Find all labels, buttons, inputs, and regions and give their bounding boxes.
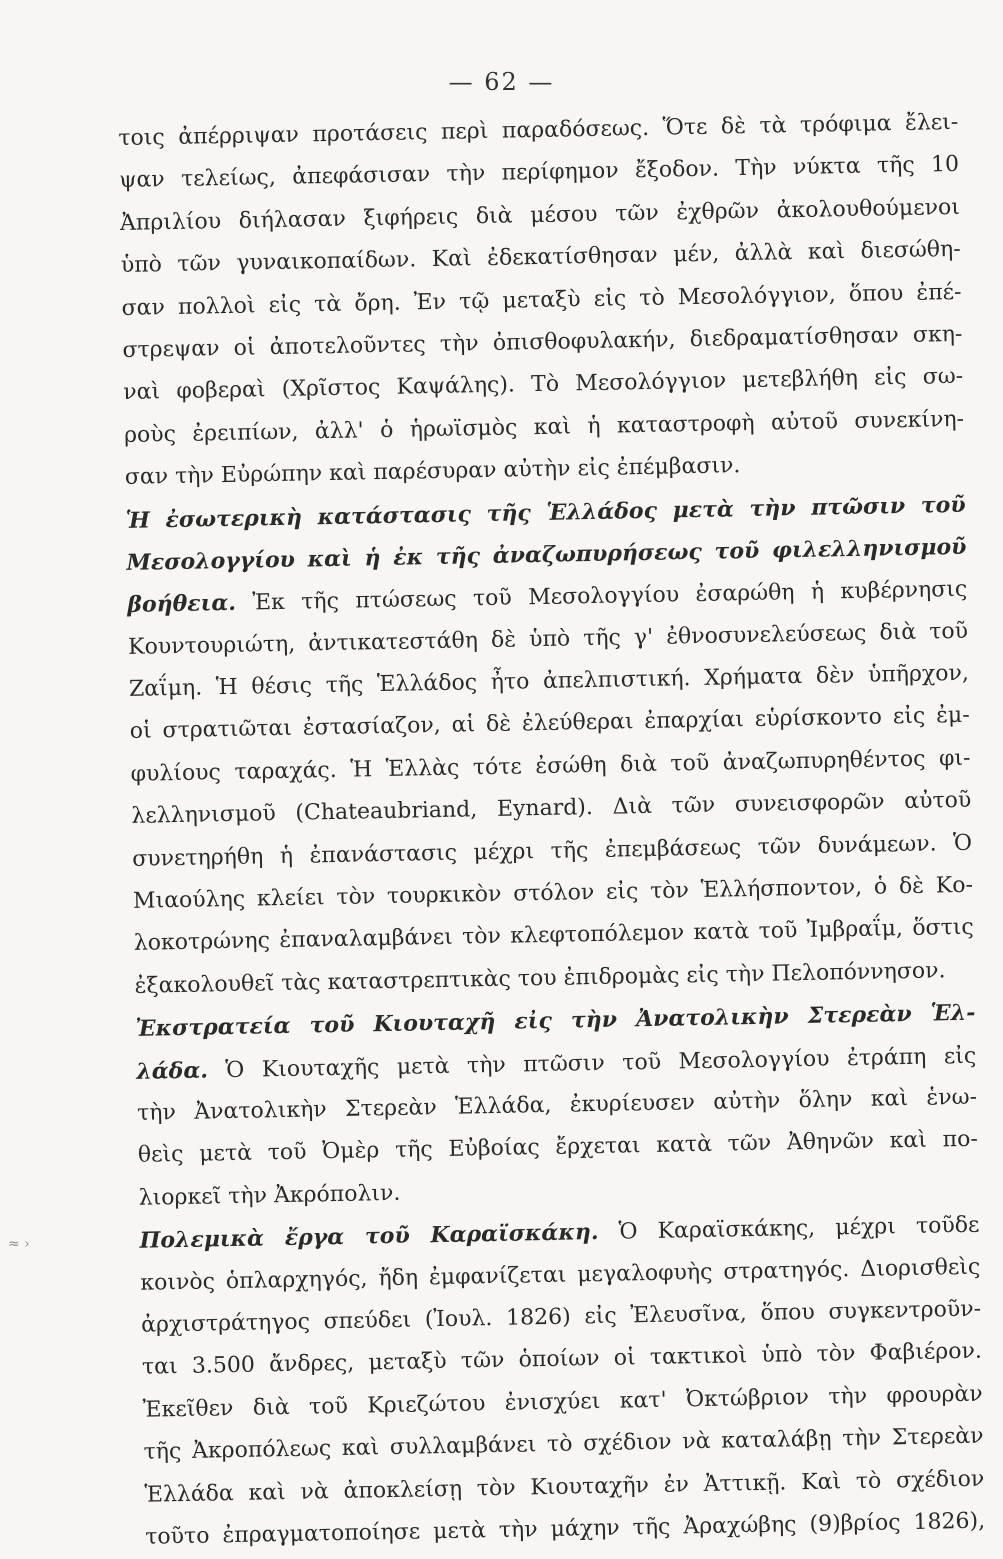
- line-text: τὴν Ἀνατολικὴν Στερεὰν Ἑλλάδα, ἐκυρίευσεν αὐτὴν ὅλην καὶ ἑνω-: [136, 1084, 978, 1126]
- line-text: τῆς Ἀκροπόλεως καὶ συλλαμβάνει τὸ σχέδιον νὰ καταλάβῃ τὴν Στερεὰν: [143, 1423, 984, 1465]
- line-text: Ἐκεῖθεν διὰ τοῦ Κριεζώτου ἐνισχύει κατ' Ὀκτώβριον τὴν φρουρὰν: [142, 1381, 983, 1423]
- line-text: Ὁ Κιουταχῆς μετὰ τὴν πτῶσιν τοῦ Μεσολογγίου ἐτράπη εἰς: [207, 1043, 977, 1084]
- line-text: κοινὸς ὁπλαρχηγός, ἤδη ἐμφανίζεται μεγαλοφυὴς στρατηγός. Διορισθεὶς: [140, 1254, 981, 1296]
- line-text: ψαν τελείως, ἀπεφάσισαν τὴν περίφημον ἔξοδον. Τὴν νύκτα τῆς 10: [118, 152, 960, 194]
- section-heading: Μεσολογγίου καὶ ἡ ἐκ τῆς ἀναζωπυρήσεως τοῦ φιλελληνισμοῦ: [126, 533, 967, 576]
- line-text: σαν τὴν Εὐρώπην καὶ παρέσυραν αὐτὴν εἰς ἐπέμβασιν.: [124, 453, 741, 491]
- line-text: Μιαούλης κλείει τὸν τουρκικὸν στόλον εἰς τὸν Ἑλλήσποντον, ὁ δὲ Κο-: [132, 872, 974, 914]
- section-heading: Πολεμικὰ ἔργα τοῦ Καραϊσκάκη.: [139, 1219, 599, 1254]
- line-text: Ἀπριλίου διήλασαν ξιφήρεις διὰ μέσου τῶν ἐχθρῶν ἀκολουθούμενοι: [119, 194, 961, 236]
- line-text: λελληνισμοῦ (Chateaubriand, Eynard). Διὰ τῶν συνεισφορῶν αὐτοῦ: [131, 787, 972, 830]
- line-text: λοκοτρώνης ἐπαναλαμβάνει τὸν κλεφτοπόλεμον κατὰ τοῦ Ἰμβραΐμ, ὅστις: [133, 915, 974, 957]
- line-text: ἀρχιστράτηγος σπεύδει (Ἰουλ. 1826) εἰς Ἐλευσῖνα, ὅπου συγκεντροῦν-: [140, 1296, 982, 1338]
- line-text: Ἑλλάδα καὶ νὰ ἀποκλείσῃ τὸν Κιουταχῆν ἐν Ἀττικῇ. Καὶ τὸ σχέδιον: [144, 1466, 985, 1508]
- line-text: Κουντουριώτη, ἀντικατεστάθη δὲ ὑπὸ τῆς γ' ἐθνοσυνελεύσεως διὰ τοῦ: [127, 618, 969, 660]
- page-number: — 62 —: [448, 68, 555, 96]
- line-text: λιορκεῖ τὴν Ἀκρόπολιν.: [138, 1180, 401, 1211]
- line-text: ναὶ φοβεραὶ (Χρῖστος Καψάλης). Τὸ Μεσολόγγιον μετεβλήθη εἰς σω-: [123, 364, 964, 406]
- line-text: σαν πολλοὶ εἰς τὰ ὄρη. Ἐν τῷ μεταξὺ εἰς τὸ Μεσολόγγιον, ὅπου ἐπέ-: [121, 279, 962, 321]
- section-heading: Ἐκστρατεία τοῦ Κιουταχῆ εἰς τὴν Ἀνατολικὴν Στερεὰν Ἑλ-: [135, 999, 976, 1043]
- line-text: τοῦτο ἐπραγματοποίησε μετὰ τὴν μάχην τῆς Ἀραχώβης (9)βρίος 1826),: [145, 1508, 986, 1550]
- margin-mark: ≈ ›: [8, 1236, 30, 1252]
- line-text: ὑπὸ τῶν γυναικοπαίδων. Καὶ ἐδεκατίσθησαν μέν, ἀλλὰ καὶ διεσώθη-: [120, 237, 961, 279]
- line-text: ροὺς ἐρειπίων, ἀλλ' ὁ ἡρωϊσμὸς καὶ ἡ καταστροφὴ αὐτοῦ συνεκίνη-: [123, 406, 965, 448]
- line-text: ἐξακολουθεῖ τὰς καταστρεπτικὰς του ἐπιδρομὰς εἰς τὴν Πελοπόννησον.: [134, 958, 946, 999]
- line-text: ται 3.500 ἄνδρες, μεταξὺ τῶν ὁποίων οἱ τακτικοὶ ὑπὸ τὸν Φαβιέρον.: [141, 1338, 983, 1381]
- line-text: Ζαΐμη. Ἡ θέσις τῆς Ἑλλάδος ἦτο ἀπελπιστική. Χρήματα δὲν ὑπῆρχον,: [128, 660, 970, 702]
- line-text: τοις ἀπέρριψαν προτάσεις περὶ παραδόσεως. Ὅτε δὲ τὰ τρόφιμα ἔλει-: [118, 109, 959, 151]
- line-text: φυλίους ταραχάς. Ἡ Ἑλλὰς τότε ἐσώθη διὰ τοῦ ἀναζωπυρηθέντος φι-: [130, 745, 971, 787]
- line-text: Ὁ Καραϊσκάκης, μέχρι τοῦδε: [598, 1212, 980, 1246]
- section-heading: βοήθεια.: [127, 590, 237, 619]
- line-text: οἱ στρατιῶται ἐστασίαζον, αἱ δὲ ἐλεύθεραι ἐπαρχίαι εὑρίσκοντο εἰς ἐμ-: [129, 703, 970, 745]
- line-text: συνετηρήθη ἡ ἐπανάστασις μέχρι τῆς ἐπεμβάσεως τῶν δυνάμεων. Ὁ: [131, 830, 973, 872]
- line-text: στρεψαν οἱ ἀποτελοῦντες τὴν ὀπισθοφυλακήν, διεδραματίσθησαν σκη-: [122, 321, 963, 363]
- line-text: Ἐκ τῆς πτώσεως τοῦ Μεσολογγίου ἐσαρώθη ἡ κυβέρνησις: [235, 577, 968, 617]
- section-heading: λάδα.: [136, 1057, 209, 1085]
- section-heading: Ἡ ἐσωτερικὴ κατάστασις τῆς Ἑλλάδος μετὰ τὴν πτῶσιν τοῦ: [125, 491, 966, 534]
- line-text: θεὶς μετὰ τοῦ Ὀμὲρ τῆς Εὐβοίας ἔρχεται κατὰ τῶν Ἀθηνῶν καὶ πο-: [137, 1127, 979, 1169]
- body-text: [118, 102, 986, 1559]
